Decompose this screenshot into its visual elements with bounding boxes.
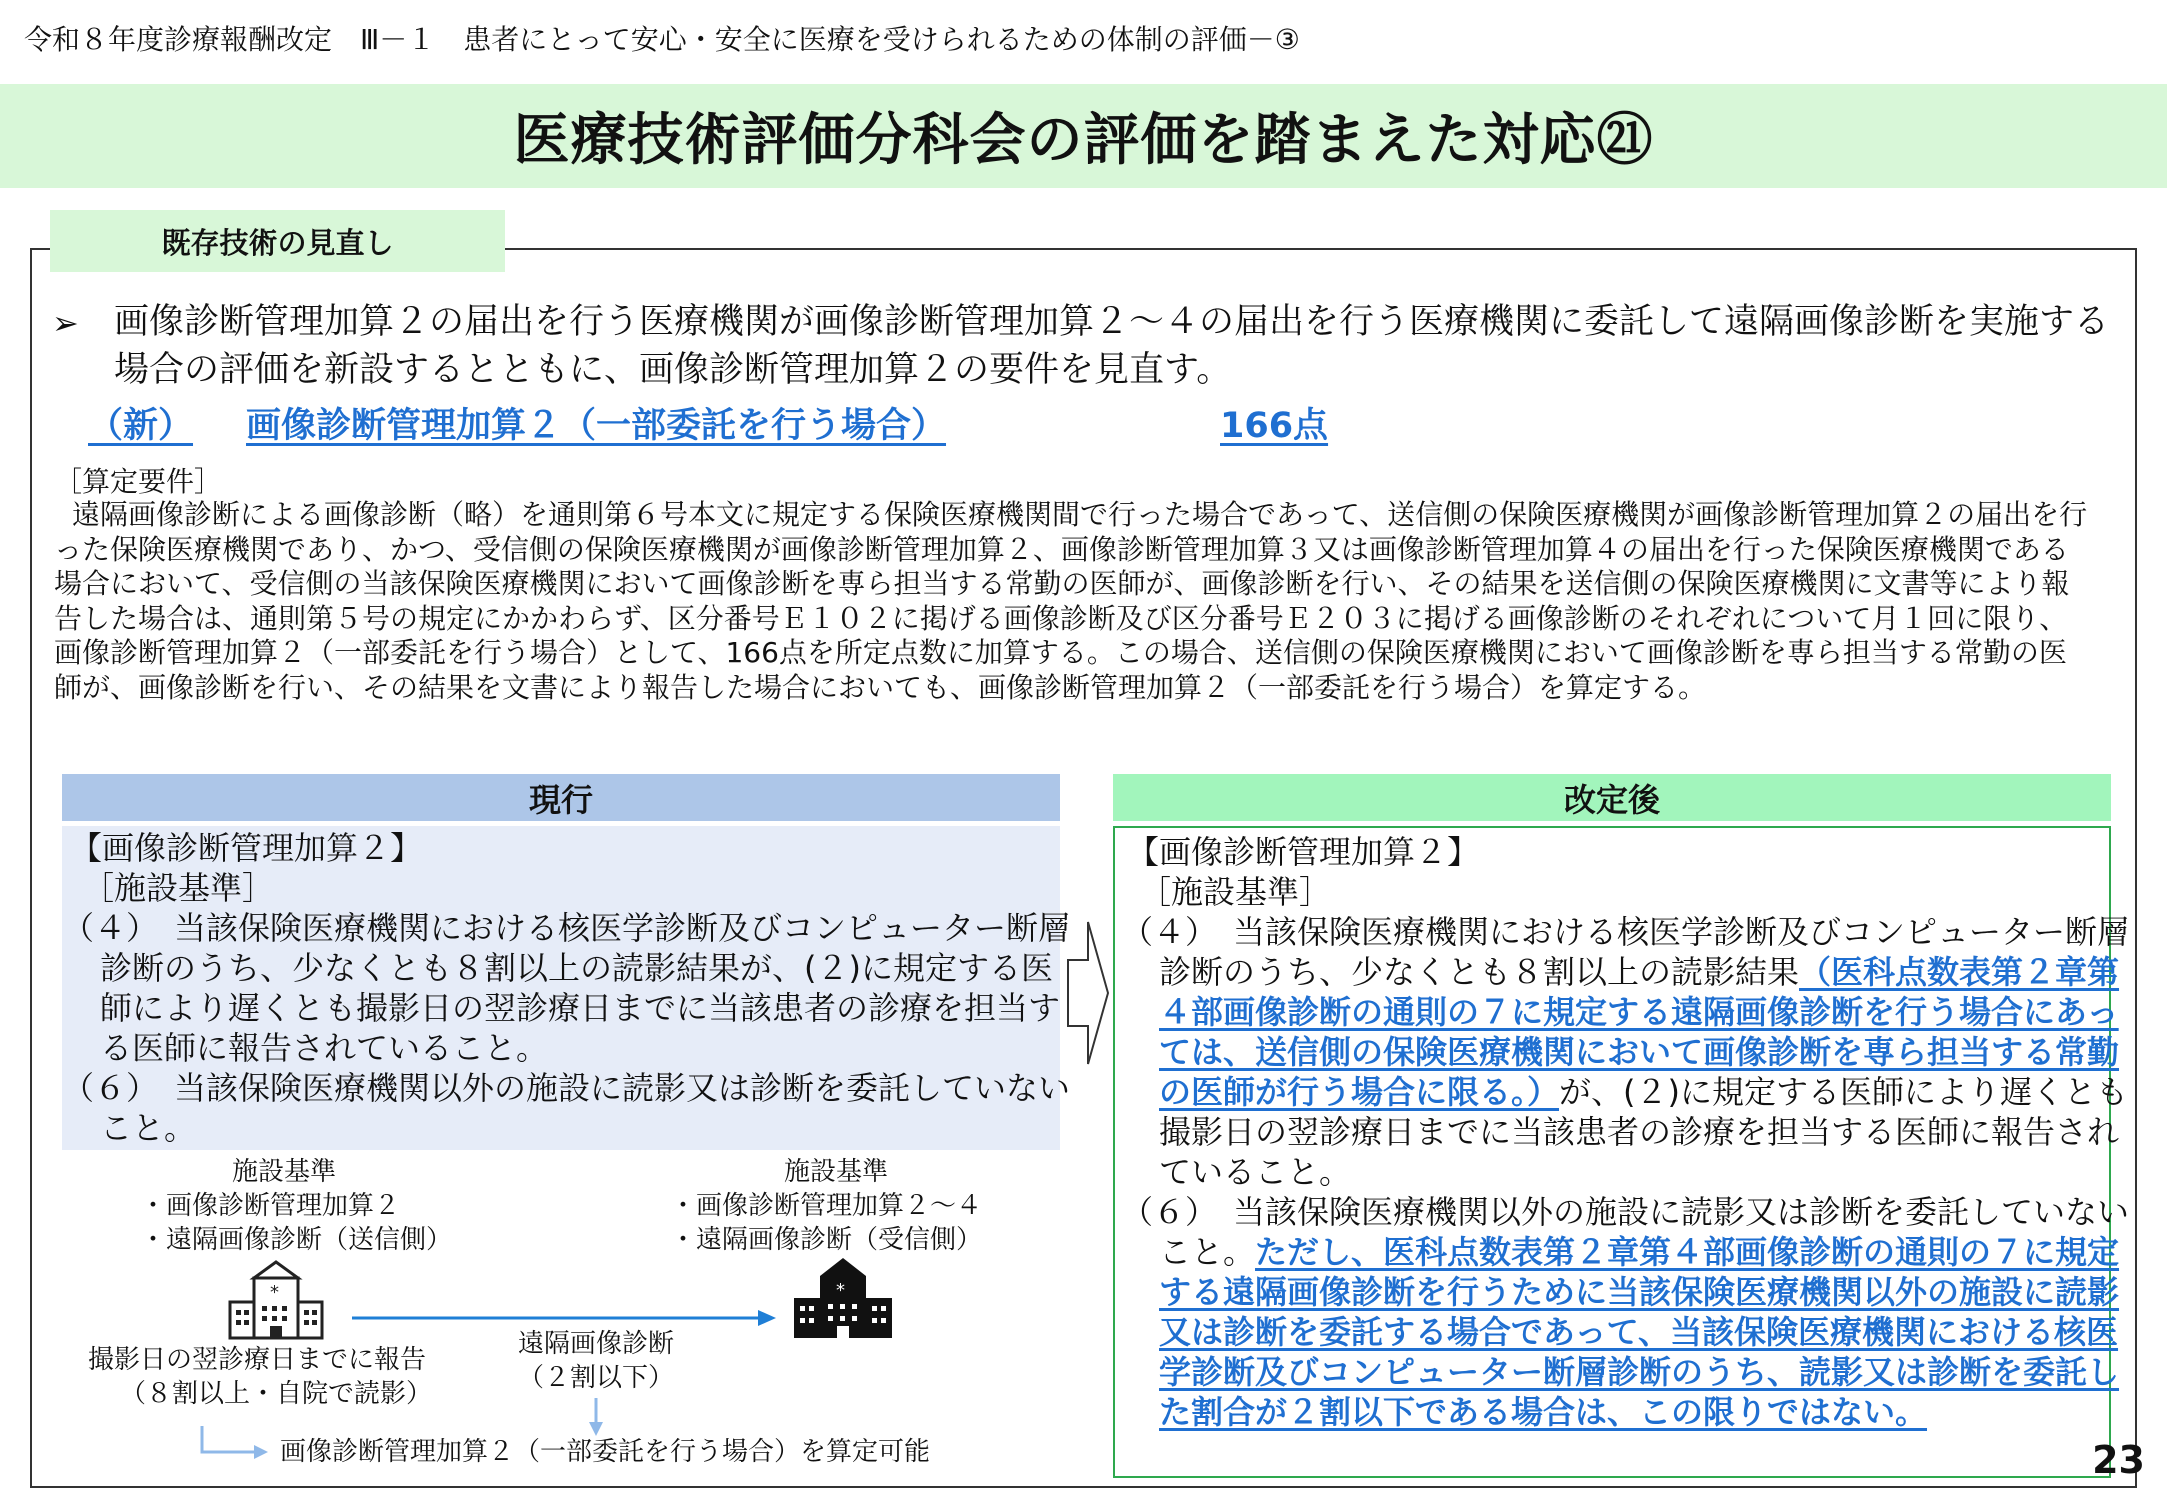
bullet-text: 画像診断管理加算２の届出を行う医療機関が画像診断管理加算２～４の届出を行う医療機関に委託して遠隔画像診断を実施する場合の評価を新設するとともに、画像診断管理加算２の要件を見直す。 [114,302,2110,390]
revised-item-6-text-a: （６） 当該保険医療機関以外の施設に読影又は診断を委託していないこと。 [1121,1193,2130,1271]
diagram-right-heading: 施設基準 [784,1157,889,1187]
revised-title: 【画像診断管理加算２】 [1127,833,1480,871]
diagram-report-line2: （８割以上・自院で読影） [120,1379,433,1409]
revised-heading: 改定後 [1113,774,2111,821]
requirements-label: ［算定要件］ [54,465,223,498]
diagram-left-heading: 施設基準 [232,1157,337,1187]
current-item-6: （６） 当該保険医療機関以外の施設に読影又は診断を委託していないこと。 [62,1069,1071,1147]
revised-item-4-added: （医科点数表第２章第４部画像診断の通則の７に規定する遠隔画像診断を行う場合にあっては、送信側の保険医療機関において画像診断を専ら担当する常勤の医師が行う場合に限る。） [1159,953,2120,1111]
diagram-report-line1: 撮影日の翌診療日までに報告 [88,1345,427,1375]
diagram-remote-line1: 遠隔画像診断 [518,1329,675,1359]
diagram-left-line1: ・画像診断管理加算２ [140,1191,401,1221]
diagram-right-line2: ・遠隔画像診断（受信側） [670,1225,983,1255]
requirements-body: 遠隔画像診断による画像診断（略）を通則第６号本文に規定する保険医療機関間で行った場合であって、送信側の保険医療機関が画像診断管理加算２の届出を行った保険医療機関であり、かつ、受信側の保険医療機関が画像診断管理加算２、画像診断管理加算３又は画像診断管理加算４の届出を行った保険医療機関である場合において、受信側の当該保険医療機関において画像診断を専ら担当する常勤の医師が、画像診断を行い、その結果を送信側の保険医療機関に文書等により報告した場合は、通則第５号の規定にかかわらず、区分番号Ｅ１０２に掲げる画像診断及び区分番号Ｅ２０３に掲げる画像診断のそれぞれについて月１回に限り、画像診断管理加算２（一部委託を行う場合）として、166点を所定点数に加算する。この場合、送信側の保険医療機関において画像診断を専ら担当する常勤の医師が、画像診断を行い、その結果を文書により報告した場合においても、画像診断管理加算２（一部委託を行う場合）を算定する。 [54,498,2088,704]
diagram-right-line1: ・画像診断管理加算２～４ [670,1191,983,1221]
section-tab: 既存技術の見直し [50,210,505,272]
bullet-arrow-icon: ➢ [52,304,79,342]
page-title: 医療技術評価分科会の評価を踏まえた対応㉑ [513,108,1654,173]
new-tag: （新） [88,406,194,446]
title-band [0,84,2167,188]
svg-text:*: * [270,1282,279,1303]
page-number: 23 [2092,1438,2145,1482]
diagram-result: 画像診断管理加算２（一部委託を行う場合）を算定可能 [280,1437,931,1467]
hospital-outline-icon [226,1258,326,1340]
revised-sub: ［施設基準］ [1139,873,1332,911]
current-item-4: （４） 当該保険医療機関における核医学診断及びコンピューター断層診断のうち、少なくとも８割以上の読影結果が、(２)に規定する医師により遅くとも撮影日の翌診療日までに当該患者の診療を担当する医師に報告されていること。 [62,909,1071,1067]
right-arrow-icon [1066,918,1110,1068]
new-item-name: 画像診断管理加算２（一部委託を行う場合） [246,406,947,446]
current-box [62,826,1071,1150]
revised-item-4-text-c: が、(２)に規定する医師により遅くとも撮影日の翌診療日までに当該患者の診療を担当する医師に報告されていること。 [1159,1073,2128,1191]
current-heading: 現行 [62,774,1060,821]
current-title: 【画像診断管理加算２】 [70,829,423,867]
svg-text:*: * [836,1280,845,1301]
revised-item-4 [1121,912,2141,1192]
breadcrumb: 令和８年度診療報酬改定 Ⅲ－１ 患者にとって安心・安全に医療を受けられるための体制の評価－③ [24,23,1300,56]
revised-item-6 [1121,1192,2141,1432]
new-item-points: 166点 [1220,406,1329,446]
revised-item-4-text-a: （４） 当該保険医療機関における核医学診断及びコンピューター断層診断のうち、少なくとも８割以上の読影結果 [1121,913,2130,991]
diagram-remote-line2: （２割以下） [518,1363,675,1393]
current-sub: ［施設基準］ [82,869,275,907]
revised-item-6-added: ただし、医科点数表第２章第４部画像診断の通則の７に規定する遠隔画像診断を行うために当該保険医療機関以外の施設に読影又は診断を委託する場合であって、当該保険医療機関における核医学診断及びコンピューター断層診断のうち、読影又は診断を委託した割合が２割以下である場合は、この限りではない。 [1159,1233,2120,1431]
diagram-left-line2: ・遠隔画像診断（送信側） [140,1225,453,1255]
hospital-filled-icon [790,1256,896,1340]
